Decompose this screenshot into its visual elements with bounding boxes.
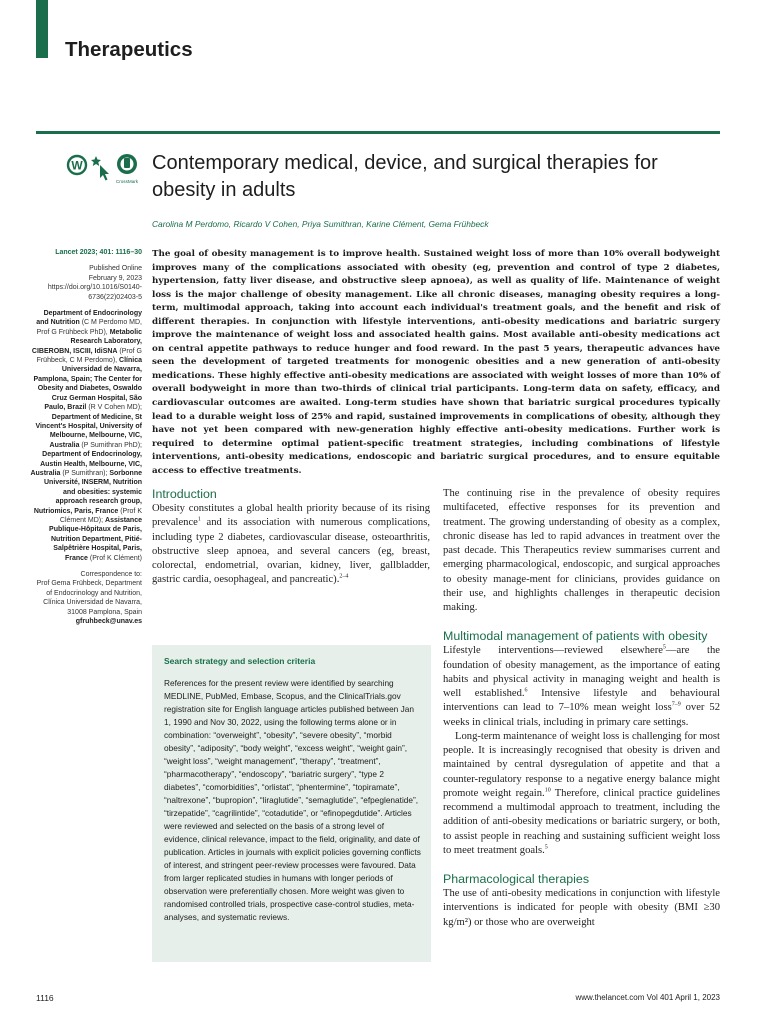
abstract: The goal of obesity management is to improve health. Sustained weight loss of more than 10% overall bodyweight improves many of the complications associated with obesity (eg, prevention and control of type 2 diabetes, hypertension, fatty liver disease, and obstructive sleep apnoea), as well as quality of life. Maintenance of weight loss is the major challenge of obesity management. Like all chronic diseases, managing obesity requires a long-term, multimodal approach, taking into account each individual's treatment goals, and the benefit and risk of different therapies. In conjunction with lifestyle interventions, anti-obesity medications and bariatric surgery improve the maintenance of weight loss and associated health gains. Most available anti-obesity medications act on central appetite pathways to reduce hunger and food reward. In the past 5 years, therapeutic advances have seen the development of targeted treatments for monogenic obesities and a new generation of anti-obesity medications. These highly effective anti-obesity medications are associated with weight losses of more than 10% of overall bodyweight in more than two-thirds of clinical trial participants. Long-term data on safety, efficacy, and cardiovascular outcomes are awaited. Long-term studies have shown that bariatric surgical procedures typically lead to a durable weight loss of 25% and rapid, sustained improvements in complications of obesity, although they have not yet been compared with new-generation highly effective anti-obesity medications. Further work is required to determine optimal patient-specific treatment strategies, including combinations of lifestyle interventions, anti-obesity medications, endoscopic and bariatric surgical procedures, and to ensure equitable access to effective treatments. — [152, 249, 720, 476]
affiliation-name: Department of Medicine, St Vincent's Hospital, University of Melbourne, Melbourne, VIC, Australia — [35, 413, 142, 449]
pharmacological-paragraph: The use of anti-obesity medications in conjunction with lifestyle interventions is indicated for people with obesity (BMI ≥30 kg/m²) or those who are overweight — [443, 888, 720, 928]
affiliation-people: (Prof G Frühbeck, C M Perdomo), — [36, 347, 142, 365]
affiliation-name: Clínica Universidad de Navarra, Pamplona, Spain; The Center for Obesity and Diabetes, Oswaldo Cruz German Hospital, São Paulo, Brazil — [33, 357, 142, 412]
affiliation-people: (R V Cohen MD); — [86, 404, 142, 412]
introduction-heading: Introduction — [152, 487, 217, 501]
header-rule — [36, 131, 720, 134]
correspondence-address: Prof Gema Frühbeck, Department of Endocrinology and Nutrition, Clínica Universidad de Navarra, 31008 Pamplona, Spain — [36, 580, 142, 616]
introduction-paragraph: Obesity constitutes a global health priority because of its rising prevalence$^1$ and its association with numerous complications, including type 2 diabetes, cardiovascular disease, osteoarthritis, obstructive sleep apnoea, and several cancers (eg, breast, colorectal, endometrial, ovarian, kidney, liver, gallbladder, gastric cardia, oesophageal, and pancreatic).$^{2-4}$ — [152, 503, 430, 586]
page-number: 1116 — [36, 993, 54, 1003]
published-online-label: Published Online — [89, 265, 142, 273]
citation: Lancet 2023; 401: 1116–30 — [55, 249, 142, 256]
right-column — [443, 487, 720, 930]
cursor-star-icon — [91, 156, 109, 181]
affiliation-people: (P Sumithran PhD); — [79, 441, 142, 449]
affiliation-people: (C M Perdomo MD, Prof G Frühbeck PhD), — [36, 319, 142, 336]
multimodal-paragraph-1: Lifestyle interventions—reviewed elsewhere$^5$—are the foundation of obesity management, as the importance of eating habits and physical activity in managing weight and health is well established.$^6$ Intensive lifestyle and behavioural interventions can lead to 7–10% mean weight loss$^{7-9}$ over 52 weeks in clinical trials, including in primary care settings. — [443, 644, 720, 728]
correspondence-label: Correspondence to: — [80, 571, 142, 578]
article-title: Contemporary medical, device, and surgical therapies for obesity in adults — [152, 152, 658, 201]
search-strategy-text: References for the present review were identified by searching MEDLINE, PubMed, Embase, Scopus, and the ClinicalTrials.gov registration site for English language articles published between Jan 1, 1990 and Nov 30, 2022, using the following terms alone or in combination: “overweight”, “obesity”, “severe obesity”, “morbid obesity”, “adiposity”, “body weight”, “excess weight”, “weight gain”, “weight loss”, “weight management”, “therapy”, “treatment”, “pharmacotherapy”, “endoscopy”, “bariatric surgery”, “type 2 diabetes”, “comorbidities”, “orlistat”, “phentermine”, “topiramate”, “naltrexone”, “bupropion”, “liraglutide”, “semaglutide”, “efpeglenatide”, “tirzepatide”, “cagrilintide”, “cotadutide”, or “efinopegdutide”. Articles were reviewed and selected on the basis of a strong level of evidence, clinical relevance, impact to the field, originality, and date of publication. Articles in journals with explicit policies governing conflicts of interest, and stringent peer-review processes were favoured. Data from larger replicated studies in humans with longer periods of observation were preferentially chosen. More weight was given to randomised controlled trials, prospective case-control studies, meta-analyses, and systematic reviews. — [164, 678, 421, 922]
article-sidebar — [30, 248, 142, 633]
multimodal-heading: Multimodal management of patients with obesity — [443, 629, 708, 644]
affiliation-name: Department of Endocrinology and Nutrition — [36, 310, 142, 327]
publication-info — [30, 264, 142, 302]
crossmark-icon[interactable] — [116, 154, 139, 184]
open-access-icon — [68, 156, 86, 174]
search-strategy-heading: Search strategy and selection criteria — [164, 656, 316, 666]
multimodal-paragraph-2: Long-term maintenance of weight loss is challenging for most people. It is increasingly recognised that obesity is driven and maintained by central dysregulation of appetite and that a counter-regulatory response to a negative energy balance might promote weight regain.$^{10}$ Therefore, clinical practice guidelines recommend a multimodal approach to treatment, including the addition of anti-obesity medications or bariatric surgery, or both, to assist people in reaching and sustaining sufficient weight loss to meet treatment goals.$^5$ — [443, 730, 720, 856]
section-label: Therapeutics — [65, 38, 193, 61]
article-icons — [66, 150, 142, 186]
correspondence-email[interactable]: gfruhbeck@unav.es — [75, 618, 142, 626]
affiliation-people: (P Sumithran); — [60, 469, 110, 477]
pharmacological-heading: Pharmacological therapies — [443, 872, 590, 886]
affiliation-name: Metabolic Research Laboratory, CIBEROBN, ISCIII, IdiSNA — [31, 328, 142, 355]
section-color-bar — [36, 0, 48, 58]
search-strategy-box — [152, 645, 431, 962]
affiliation-name: Assistance Publique-Hôpitaux de Paris, Nutrition Department, Pitié-Salpêtrière Hospital, Paris, France — [49, 516, 142, 562]
affiliation-name: Department of Endocrinology, Austin Health, Melbourne, VIC, Australia — [30, 451, 142, 477]
intro-continuation-paragraph: The continuing rise in the prevalence of obesity requires multifaceted, effective responses for its prevention and treatment. The growing understanding of obesity as a complex, chronic disease has led to rapid advances in treatment over the past decade. This Therapeutics review summarises current and emerging pharmacological, endoscopic, and surgical approaches to obesity manage-ment for clinicians, provides guidance on their use, and highlights challenges in therapeutic decision making. — [443, 488, 720, 613]
correspondence — [30, 570, 142, 626]
doi-link[interactable]: https://doi.org/10.1016/S0140-6736(22)02403-5 — [47, 284, 142, 301]
journal-footer: www.thelancet.com Vol 401 April 1, 2023 — [575, 993, 720, 1002]
author-list: Carolina M Perdomo, Ricardo V Cohen, Priya Sumithran, Karine Clément, Gema Frühbeck — [152, 219, 489, 229]
affiliation-name: Sorbonne Université, INSERM, Nutrition and obesities: systemic approach research group, Nutriomics, Paris, France — [33, 469, 142, 515]
published-date: February 9, 2023 — [88, 274, 142, 282]
affiliation-people: (Prof K Clément MD); — [59, 507, 142, 524]
svg-text:W: W — [71, 158, 83, 173]
svg-text:CrossMark: CrossMark — [115, 179, 139, 184]
left-column — [152, 487, 430, 588]
affiliations — [30, 309, 142, 563]
affiliation-people: (Prof K Clément) — [87, 554, 142, 562]
